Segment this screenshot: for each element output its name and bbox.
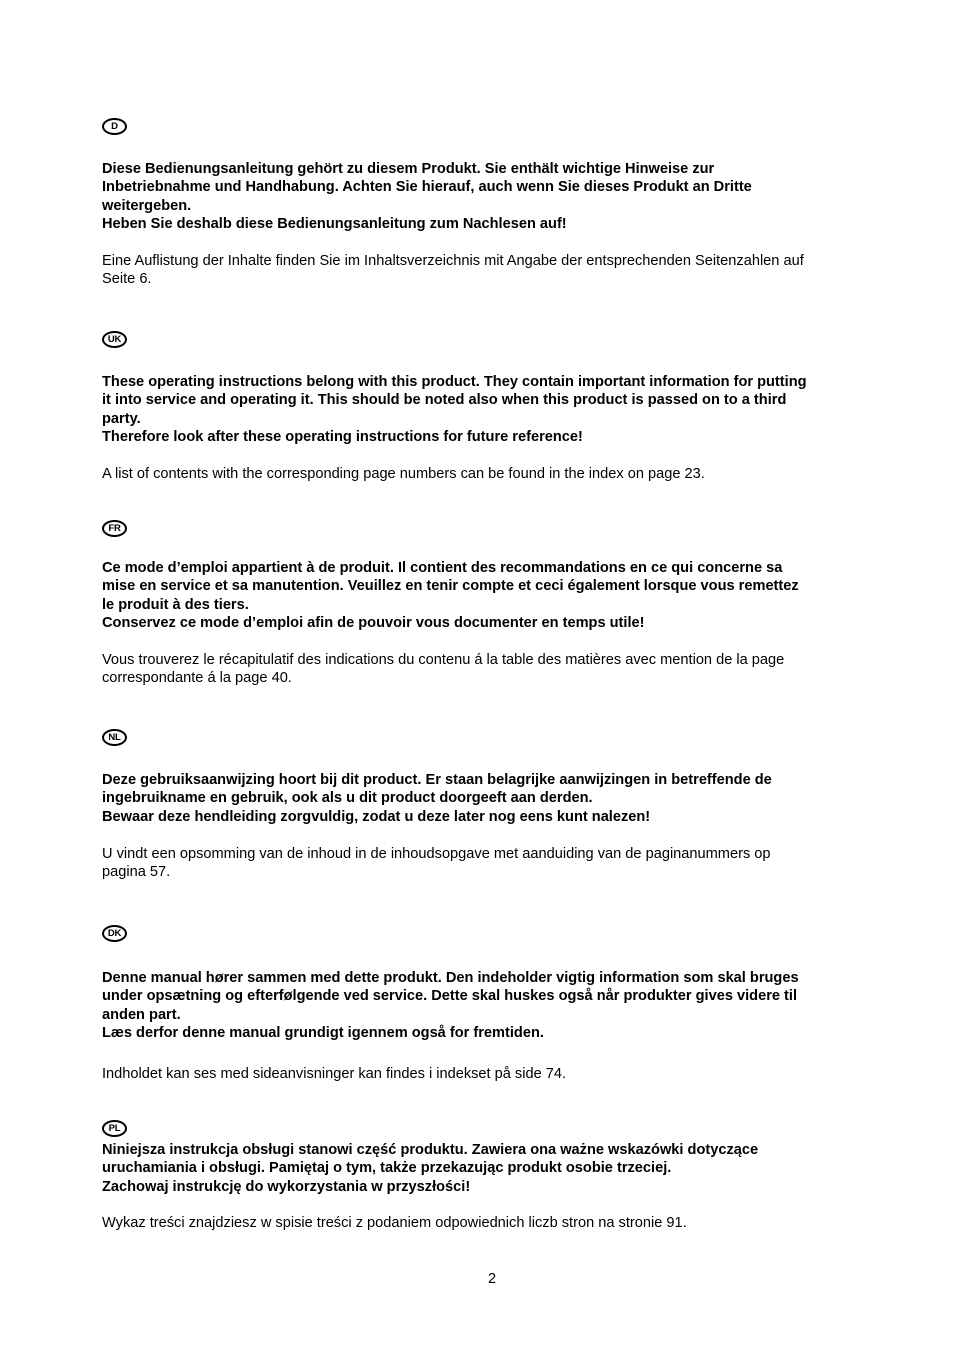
contents-reference-nl: U vindt een opsomming van de inhoud in de inhoudsopgave met aanduiding van de paginanummers op pagina 57.: [102, 846, 771, 881]
notice-bold-de: Diese Bedienungsanleitung gehört zu diesem Produkt. Sie enthält wichtige Hinweise zur Inbetriebnahme und Handhabung. Achten Sie hierauf, auch wenn Sie dieses Produkt an Dritte weitergeben. Heben Sie deshalb diese Bedienungsanleitung zum Nachlesen auf!: [102, 161, 752, 233]
notice-bold-pl: Niniejsza instrukcja obsługi stanowi część produktu. Zawiera ona ważne wskazówki dotyczące uruchamiania i obsługi. Pamiętaj o tym, także przekazując produkt osobie trzeciej. Zachowaj instrukcję do wykorzystania w przyszłości!: [102, 1142, 759, 1195]
language-badge-nl: NL: [102, 729, 127, 746]
language-badge-de: D: [102, 118, 127, 135]
contents-reference-dk: Indholdet kan ses med sideanvisninger kan findes i indekset på side 74.: [102, 1066, 567, 1082]
notice-bold-fr: Ce mode d’emploi appartient à de produit. Il contient des recommandations en ce qui concerne sa mise en service et sa manutention. Veuillez en tenir compte et ceci également lorsque vous remettez le produit à des tiers. Conservez ce mode d’emploi afin de pouvoir vous documenter en temps utile!: [102, 560, 799, 632]
notice-bold-uk: These operating instructions belong with this product. They contain important information for putting it into service and operating it. This should be noted also when this product is passed on to a third party. Therefore look after these operating instructions for future reference!: [102, 374, 807, 446]
notice-bold-dk: Denne manual hører sammen med dette produkt. Den indeholder vigtig information som skal bruges under opsætning og efterfølgende ved service. Dette skal huskes også når produkter gives videre til anden part. Læs derfor denne manual grundigt igennem også for fremtiden.: [102, 970, 799, 1042]
language-badge-pl: PL: [102, 1120, 127, 1137]
contents-reference-de: Eine Auflistung der Inhalte finden Sie im Inhaltsverzeichnis mit Angabe der entsprechenden Seitenzahlen auf Seite 6.: [102, 253, 804, 288]
language-badge-uk: UK: [102, 331, 127, 348]
language-badge-dk: DK: [102, 925, 127, 942]
page-number: 2: [487, 1271, 497, 1287]
language-badge-fr: FR: [102, 520, 127, 537]
contents-reference-fr: Vous trouverez le récapitulatif des indications du contenu á la table des matières avec mention de la page correspondante á la page 40.: [102, 652, 785, 687]
contents-reference-uk: A list of contents with the corresponding page numbers can be found in the index on page 23.: [102, 466, 705, 482]
contents-reference-pl: Wykaz treści znajdziesz w spisie treści z podaniem odpowiednich liczb stron na stronie 91.: [102, 1215, 687, 1231]
notice-bold-nl: Deze gebruiksaanwijzing hoort bij dit product. Er staan belagrijke aanwijzingen in betreffende de ingebruikname en gebruik, ook als u dit product doorgeeft aan derden. Bewaar deze hendleiding zorgvuldig, zodat u deze later nog eens kunt nalezen!: [102, 772, 772, 825]
